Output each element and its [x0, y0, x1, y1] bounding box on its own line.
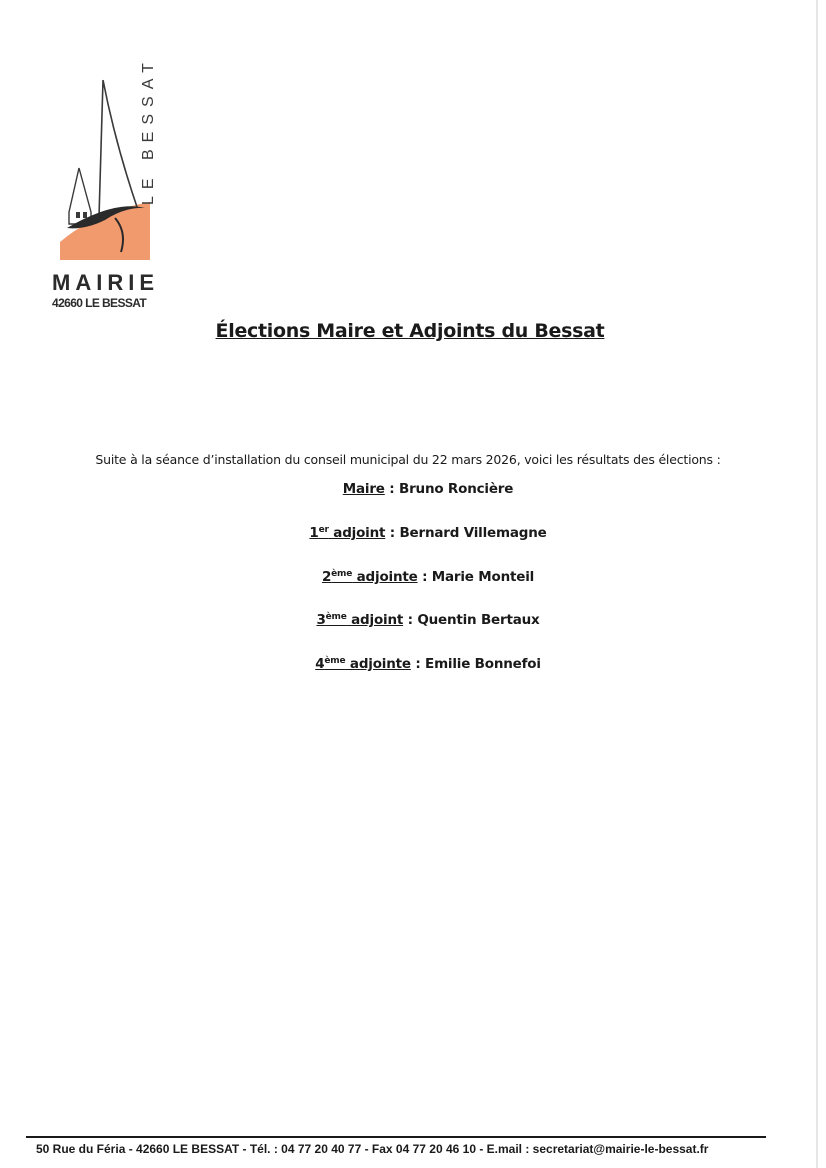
document-title: Élections Maire et Adjoints du Bessat	[215, 320, 605, 342]
result-name: Bernard Villemagne	[399, 525, 547, 541]
result-line-adjoint-3: 3ème adjoint : Quentin Bertaux	[316, 612, 540, 628]
result-role: 1er adjoint	[309, 525, 386, 541]
intro-paragraph: Suite à la séance d’installation du conseil municipal du 22 mars 2026, voici les résultats des élections :	[95, 452, 721, 467]
result-role: 2ème adjointe	[321, 569, 418, 585]
logo-mairie-label: MAIRIE	[52, 270, 159, 295]
footer-rule	[26, 1136, 766, 1138]
logo-vertical-name: LE BESSAT	[140, 56, 157, 206]
result-line-maire: Maire : Bruno Roncière	[342, 481, 514, 497]
result-line-adjoint-4: 4ème adjointe : Emilie Bonnefoi	[315, 656, 541, 672]
result-line-adjoint-1: 1er adjoint : Bernard Villemagne	[309, 525, 547, 541]
result-line-adjoint-2: 2ème adjointe : Marie Monteil	[321, 569, 535, 585]
result-name: Quentin Bertaux	[417, 612, 540, 628]
result-role: Maire	[342, 481, 385, 497]
result-name: Bruno Roncière	[398, 481, 514, 497]
result-name: Marie Monteil	[431, 569, 535, 585]
result-role: 4ème adjointe	[315, 656, 411, 672]
result-role: 3ème adjoint	[316, 612, 404, 628]
result-name: Emilie Bonnefoi	[425, 656, 541, 672]
logo-address: 42660 LE BESSAT	[52, 296, 147, 310]
logo-sail	[99, 80, 137, 217]
footer-contact: 50 Rue du Féria - 42660 LE BESSAT - Tél. : 04 77 20 40 77 - Fax 04 77 20 46 10 - E.mail : secretariat@mairie-le-bessat.fr	[36, 1142, 709, 1156]
